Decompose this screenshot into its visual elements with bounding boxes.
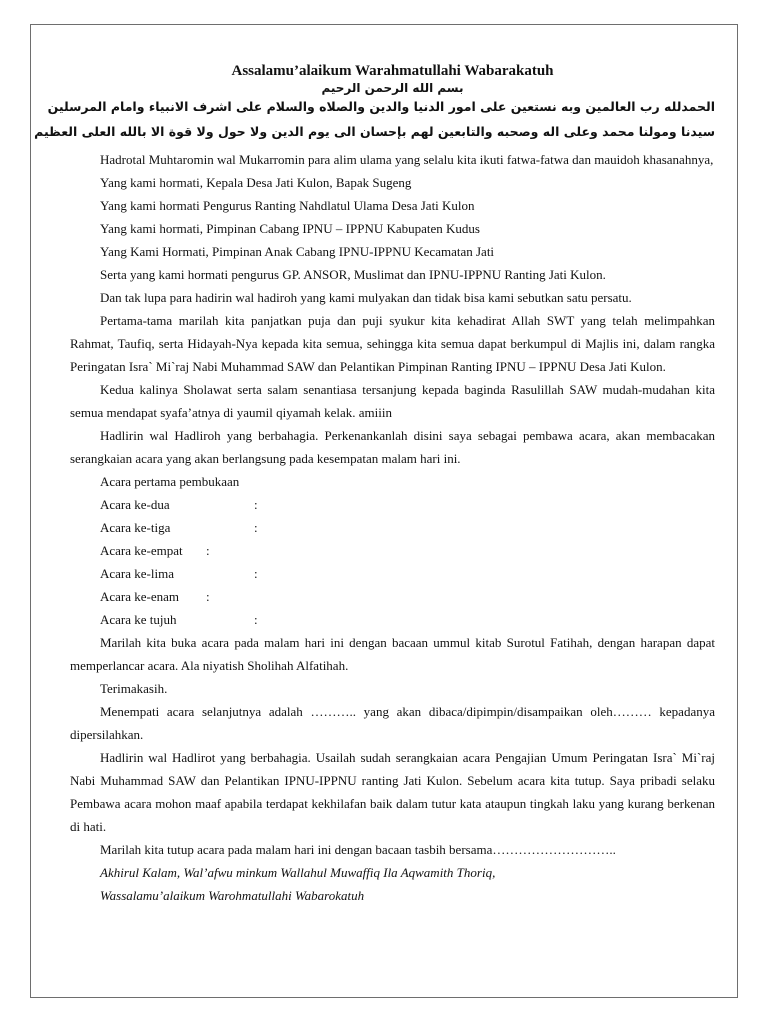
honorific-kepala-desa: Yang kami hormati, Kepala Desa Jati Kulon, Bapak Sugeng xyxy=(100,175,412,190)
honorific-pengurus-ansor: Serta yang kami hormati pengurus GP. ANSOR, Muslimat dan IPNU-IPPNU Ranting Jati Kulon. xyxy=(100,267,606,282)
paragraph-hadirin: Dan tak lupa para hadirin wal hadiroh yang kami mulyakan dan tidak bisa kami sebutkan satu persatu. xyxy=(100,290,632,305)
closing-akhirul-kalam: Akhirul Kalam, Wal’afwu minkum Wallahul Muwaffiq Ila Aqwamith Thoriq, xyxy=(100,865,496,880)
paragraph-terimakasih: Terimakasih. xyxy=(100,681,168,696)
paragraph-menempati-acara: Menempati acara selanjutnya adalah ……….. yang akan dibaca/dipimpin/disampaikan oleh……… kepadanya dipersilahkan. xyxy=(70,704,715,742)
arabic-opening-line-2: سيدنا ومولنا محمد وعلى اله وصحبه والتابعين لهم بإحسان الى يوم الدين ولا حول ولا قوة الا بالله العلى العظيم xyxy=(34,124,715,139)
agenda-item: Acara ke-enam : xyxy=(100,589,210,604)
agenda-item: Acara ke-empat : xyxy=(100,543,210,558)
basmalah-line: بسم الله الرحمن الرحيم xyxy=(321,81,464,95)
document-body xyxy=(34,62,715,907)
honorific-pengurus-nu: Yang kami hormati Pengurus Ranting Nahdlatul Ulama Desa Jati Kulon xyxy=(100,198,475,213)
agenda-item: Acara ke-tiga : xyxy=(100,520,258,535)
agenda-item: Acara ke-lima : xyxy=(100,566,258,581)
agenda-item: Acara pertama pembukaan xyxy=(100,474,240,489)
paragraph-address-ulama: Hadrotal Muhtaromin wal Mukarromin para alim ulama yang selalu kita ikuti fatwa-fatwa dan mauidoh khasanahnya, xyxy=(100,152,714,167)
paragraph-tutup-acara: Marilah kita tutup acara pada malam hari ini dengan bacaan tasbih bersama……………………….. xyxy=(100,842,616,857)
arabic-opening-line-1: الحمدلله رب العالمين وبه نستعين على امور الدنيا والدين والصلاه والسلام على اشرف الانبياء وامام المرسلين xyxy=(47,99,715,114)
paragraph-sholawat: Kedua kalinya Sholawat serta salam senantiasa tersanjung kepada baginda Rasulillah SAW mudah-mudahan kita semua mendapat syafa’atnya di yaumil qiyamah kelak. amiiin xyxy=(70,382,715,420)
paragraph-puja-puji: Pertama-tama marilah kita panjatkan puja dan puji syukur kita kehadirat Allah SWT yang telah melimpahkan Rahmat, Taufiq, serta Hidayah-Nya kepada kita semua, sehingga kita semua dapat berkumpul di Majlis ini, dalam rangka Peringatan Isra` Mi`raj Nabi Muhammad SAW dan Pelantikan Pimpinan Ranting IPNU – IPPNU Desa Jati Kulon. xyxy=(70,313,715,374)
honorific-pimpinan-cabang: Yang kami hormati, Pimpinan Cabang IPNU – IPPNU Kabupaten Kudus xyxy=(100,221,480,236)
paragraph-usailah: Hadlirin wal Hadlirot yang berbahagia. Usailah sudah serangkaian acara Pengajian Umum Peringatan Isra` Mi`raj Nabi Muhammad SAW dan Pelantikan IPNU-IPPNU ranting Jati Kulon. Sebelum acara kita tutup. Saya pribadi selaku Pembawa acara mohon maaf apabila terdapat kekhilafan baik dalam tutur kata ataupun tingkah laku yang kurang berkenan di hati. xyxy=(70,750,715,834)
greeting-title: Assalamu’alaikum Warahmatullahi Wabarakatuh xyxy=(231,63,554,79)
agenda-item: Acara ke-dua : xyxy=(100,497,258,512)
closing-wassalamu: Wassalamu’alaikum Warohmatullahi Wabarokatuh xyxy=(100,888,365,903)
honorific-anak-cabang: Yang Kami Hormati, Pimpinan Anak Cabang IPNU-IPPNU Kecamatan Jati xyxy=(100,244,495,259)
paragraph-perkenankan: Hadlirin wal Hadliroh yang berbahagia. Perkenankanlah disini saya sebagai pembawa acara, akan membacakan serangkaian acara yang akan berlangsung pada kesempatan malam hari ini. xyxy=(70,428,715,466)
paragraph-fatihah: Marilah kita buka acara pada malam hari ini dengan bacaan ummul kitab Surotul Fatihah, dengan harapan dapat memperlancar acara. Ala niyatish Sholihah Alfatihah. xyxy=(70,635,715,673)
agenda-item: Acara ke tujuh : xyxy=(100,612,258,627)
